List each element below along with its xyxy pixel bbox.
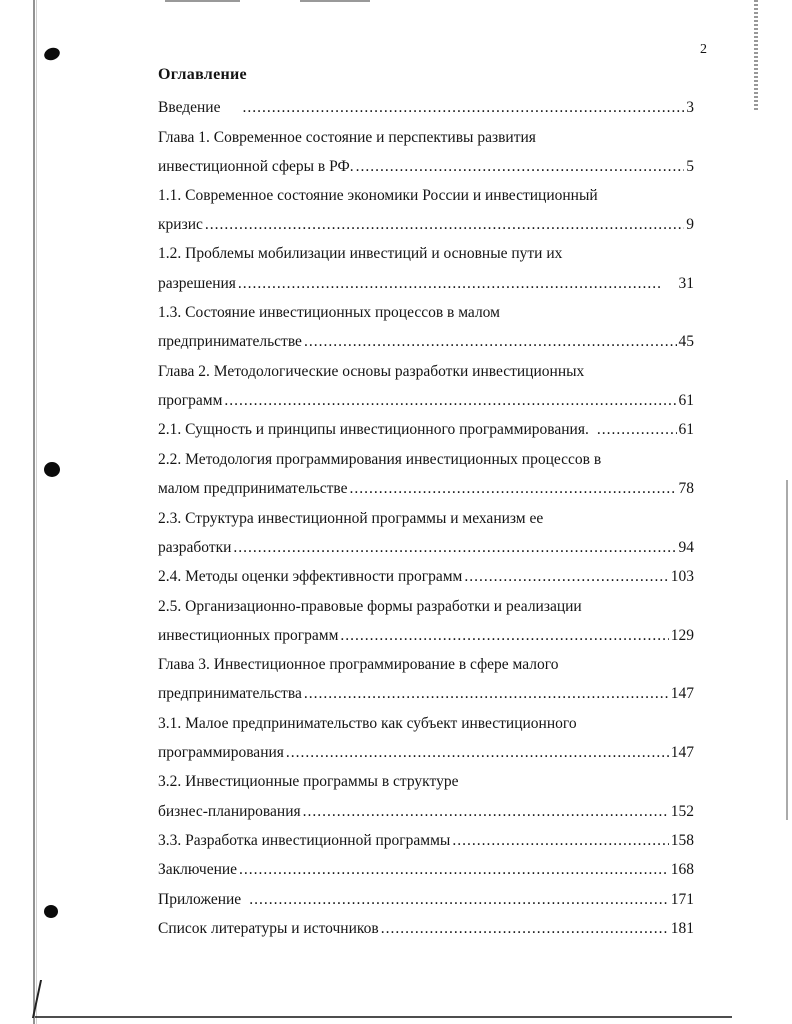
toc-entry-text: предпринимательства <box>158 685 302 702</box>
toc-entry-text: малом предпринимательстве <box>158 480 348 497</box>
toc-entry-page: 78 <box>678 480 694 497</box>
toc-entry-page: 31 <box>678 275 694 292</box>
toc-entry-text: бизнес-планирования <box>158 803 301 820</box>
toc-entry <box>158 362 694 382</box>
toc-entry <box>158 860 694 880</box>
toc-entry <box>158 391 694 411</box>
toc-entry <box>158 98 694 118</box>
page-number: 2 <box>700 42 707 57</box>
toc-entry-page: 9 <box>686 216 694 233</box>
scan-left-edge <box>33 0 35 1024</box>
leader-dots <box>452 831 668 851</box>
scan-right-edge <box>786 480 788 820</box>
leader-dots <box>249 890 669 910</box>
toc-entry-page: 152 <box>670 803 694 820</box>
toc-entry-page: 94 <box>678 539 694 556</box>
toc-entry-page: 181 <box>670 920 694 937</box>
toc-entry-line1: 1.1. Современное состояние экономики России и инвестиционный <box>158 187 598 204</box>
toc-entry <box>158 274 694 294</box>
toc-entry <box>158 186 694 206</box>
toc-entry <box>158 626 694 646</box>
toc-entry <box>158 772 694 792</box>
toc-entry <box>158 244 694 264</box>
leader-dots <box>464 567 668 587</box>
toc-entry <box>158 538 694 558</box>
toc-entry-text: разрешения <box>158 275 236 292</box>
toc-entry-line1: 2.3. Структура инвестиционной программы и механизм ее <box>158 510 544 527</box>
toc-entry-page: 61 <box>678 421 694 438</box>
toc-entry <box>158 420 694 440</box>
leader-dots <box>304 332 677 352</box>
punch-hole <box>42 46 61 63</box>
leader-dots <box>239 860 669 880</box>
toc-entry <box>158 890 694 910</box>
toc-entry <box>158 714 694 734</box>
toc-entry <box>158 831 694 851</box>
toc-entry-line1: 1.2. Проблемы мобилизации инвестиций и основные пути их <box>158 245 563 262</box>
leader-dots <box>340 626 668 646</box>
punch-hole <box>44 462 60 477</box>
toc-entry-text: Приложение <box>158 891 242 908</box>
scan-left-edge-shadow <box>36 0 37 1024</box>
leader-dots <box>224 391 676 411</box>
toc-entry-text: инвестиционной сферы в РФ. <box>158 158 354 175</box>
toc-entry-text: программирования <box>158 744 284 761</box>
toc-entry-line1: Глава 1. Современное состояние и перспективы развития <box>158 129 536 146</box>
toc-entry-text: предпринимательстве <box>158 333 302 350</box>
toc-entry <box>158 332 694 352</box>
leader-dots <box>597 420 677 440</box>
toc-entry <box>158 215 694 235</box>
toc-entry-text: Список литературы и источников <box>158 920 379 937</box>
scan-bottom-edge <box>35 1016 732 1018</box>
leader-dots <box>238 274 661 294</box>
leader-dots <box>304 684 669 704</box>
toc-entry-line1: 2.2. Методология программирования инвестиционных процессов в <box>158 451 602 468</box>
toc-entry <box>158 655 694 675</box>
scan-top-mark <box>165 0 240 2</box>
leader-dots <box>381 919 669 939</box>
toc-entry <box>158 479 694 499</box>
toc-entry-text: 2.4. Методы оценки эффективности программ <box>158 568 463 585</box>
toc-entry <box>158 802 694 822</box>
toc-entry-line1: 1.3. Состояние инвестиционных процессов в малом <box>158 304 500 321</box>
toc-entry-line1: 3.1. Малое предпринимательство как субъект инвестиционного <box>158 715 577 732</box>
leader-dots <box>205 215 684 235</box>
toc-entry-page: 3 <box>686 99 694 116</box>
toc-entry-page: 147 <box>670 685 694 702</box>
toc-entry-text: инвестиционных программ <box>158 627 339 644</box>
toc-entry-text: разработки <box>158 539 232 556</box>
toc-entry-page: 5 <box>686 158 694 175</box>
toc-entry-text: Заключение <box>158 861 238 878</box>
punch-hole <box>44 905 58 918</box>
leader-dots <box>303 802 669 822</box>
toc-entry <box>158 567 694 587</box>
leader-dots <box>286 743 669 763</box>
toc-entry-page: 168 <box>670 861 694 878</box>
toc-title: Оглавление <box>158 66 247 83</box>
toc-entry-line1: Глава 3. Инвестиционное программирование в сфере малого <box>158 656 559 673</box>
toc-entry-page: 61 <box>678 392 694 409</box>
leader-dots <box>242 98 684 118</box>
toc-entry-line1: 3.2. Инвестиционные программы в структуре <box>158 773 459 790</box>
toc-entry <box>158 128 694 148</box>
toc-entry-line1: 2.5. Организационно-правовые формы разработки и реализации <box>158 598 582 615</box>
toc-entry <box>158 597 694 617</box>
scan-top-mark <box>300 0 370 2</box>
toc-entry-page: 103 <box>670 568 694 585</box>
toc-entry-line1: Глава 2. Методологические основы разработки инвестиционных <box>158 363 585 380</box>
scan-right-edge <box>754 0 758 110</box>
toc-entry <box>158 157 694 177</box>
toc-entry <box>158 509 694 529</box>
toc-entry <box>158 450 694 470</box>
leader-dots <box>356 157 685 177</box>
leader-dots <box>233 538 676 558</box>
toc-entry-page: 45 <box>678 333 694 350</box>
toc-entry-text: 3.3. Разработка инвестиционной программы <box>158 832 451 849</box>
toc-entry <box>158 684 694 704</box>
toc-entry <box>158 303 694 323</box>
toc-entry-page: 158 <box>670 832 694 849</box>
toc-entry-page: 171 <box>670 891 694 908</box>
toc-entry-text: Введение <box>158 99 221 116</box>
toc-entry-page: 147 <box>670 744 694 761</box>
toc-entry-page: 129 <box>670 627 694 644</box>
toc-entry-text: программ <box>158 392 223 409</box>
toc-entry-text: 2.1. Сущность и принципы инвестиционного программирования. <box>158 421 589 438</box>
toc-entry-text: кризис <box>158 216 203 233</box>
toc-entry <box>158 919 694 939</box>
leader-dots <box>350 479 677 499</box>
toc-entry <box>158 743 694 763</box>
